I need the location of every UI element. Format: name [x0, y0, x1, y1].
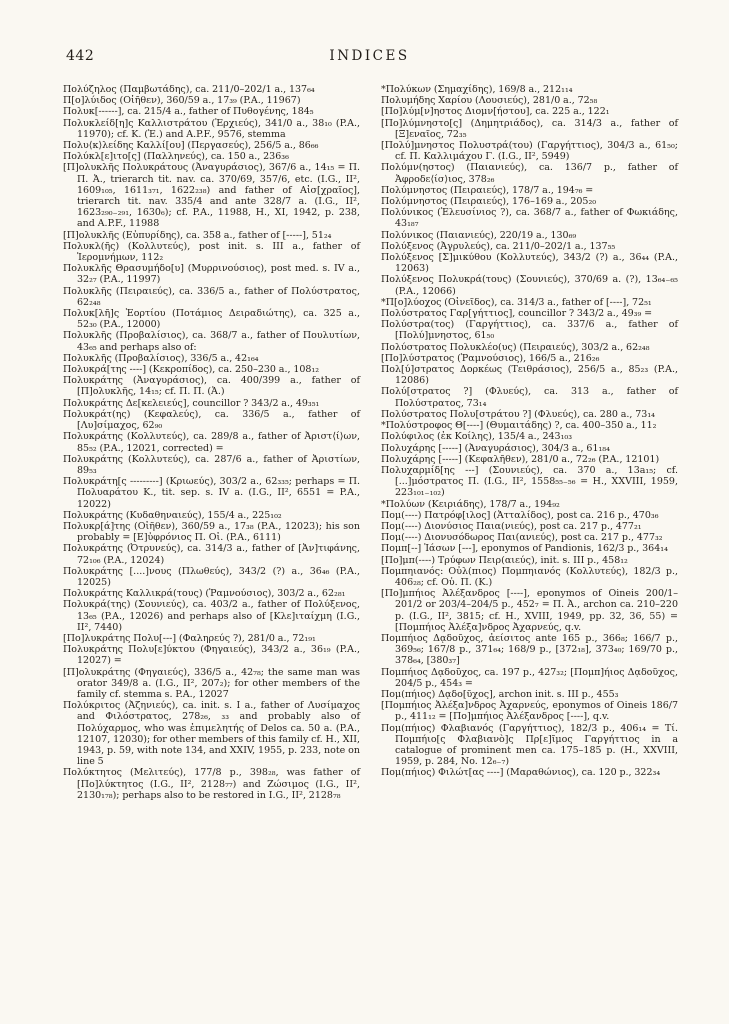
- index-entry: Πομ(----) Πατρόφ[ιλος] (Ἀτταλίδος), post ca. 216 p., 470₃₆: [381, 509, 659, 521]
- page-number: 442: [66, 48, 95, 64]
- index-entry: Πολύκτητος (Μελιτεύς), 177/8 p., 398₂₈, was father of [Πο]λύκτητος (I.G., II², 2128₇₇) and Ζώσιμος (I.G., II², 2130₁₇₈); perhaps also to be restored in I.G., II², 2128₇₈: [63, 767, 360, 801]
- index-entry: [Πο]λύμνηστο[ς] (Δημητριάδος), ca. 314/3 a., father of [Ξ]εναῖος, 72₃₅: [381, 117, 678, 140]
- index-entry: Πολυκράτης Πολυ[ε]ύκτου (Φηγαιεύς), 343/2 a., 36₁₉ (P.A., 12027) =: [63, 644, 360, 667]
- index-entry: Πολυκλείδ[η]ς Καλλιστράτου (Ἐρχιεύς), 341/0 a., 38₁₀ (P.A., 11970); cf. Κ. (Ἐ.) and A.P.F., 9576, stemma: [63, 117, 360, 140]
- index-entry: Πολυκρά[της ----] (Κεκροπίδος), ca. 250–230 a., 108₁₂: [63, 364, 320, 376]
- index-entry: Πολύξενος Πολυκρά(τους) (Σουνιεύς), 370/69 a. (?), 13₆₄₋₆₅ (P.A., 12066): [381, 274, 678, 297]
- index-entry: Πολυκράτης Καλλικρά(τους) (Ῥαμνούσιος), 303/2 a., 62₂₈₁: [63, 588, 346, 600]
- index-entry: Πολυκράτη[ς ---------] (Κριωεύς), 303/2 a., 62₃₃₅; perhaps = Π. Πολυαράτου Κ., tit. sep. s. IV a. (I.G., II², 6551 = P.A., 12022): [63, 476, 360, 510]
- index-entry: Πομπ[--] Ἰάσων [---], eponymos of Pandionis, 162/3 p., 364₁₄: [381, 543, 668, 555]
- index-entry: Πολύνικος (Παιανιεύς), 220/19 a., 130₆₉: [381, 229, 577, 241]
- index-entry: [Πο]μπήιος Ἀλέξανδρος [----], eponymos of Oineis 200/1–201/2 or 203/4–204/5 p., 452₇ = Π. Ἀ., archon ca. 210–220 p. (I.G., II², 3815; cf. H., XVIII, 1949, pp. 32, 36, 55) = [Πομπήιος Ἀλέξα]νδρος Ἀχαρνεύς, q.v.: [381, 588, 678, 633]
- index-entry: Πολυκράτης (Ἀναγυράσιος), ca. 400/399 a., father of [Π]ολυκλῆς, 14₁₅; cf. Π. Π. (Ἀ.): [63, 375, 360, 398]
- index-entry: [Πο]μπ(----) Τρύφων Πειρ(αιεύς), init. s. III p., 458₁₂: [381, 554, 628, 566]
- index-entry: *Πολύων (Κειριάδης), 178/7 a., 194₉₂: [381, 498, 560, 510]
- index-columns: [63, 84, 678, 801]
- index-entry: Πολυκράτης (Κυδαθηναιεύς), 155/4 a., 225₁₀₂: [63, 509, 282, 521]
- index-entry: Πολυκράτ(ης) (Κεφαλεύς), ca. 336/5 a., father of [Λυ]σίμαχος, 62₉₀: [63, 408, 360, 432]
- index-entry: *Πολύκων (Σημαχίδης), 169/8 a., 212₁₁₄: [381, 84, 573, 95]
- index-entry: Πολυκρά(της) (Σουνιεύς), ca. 403/2 a., father of Πολύξενος, 13₆₅ (P.A., 12026) and perhaps also of [Κλε]ιταίχμη (I.G., II², 7440): [63, 599, 360, 633]
- index-entry: Πομ(πήιος) Φιλώτ[ας ----] (Μαραθώνιος), ca. 120 p., 322₃₄: [381, 767, 661, 779]
- index-entry: Πολυ⟨κ⟩λείδης Καλλί[ου] (Περγασεύς), 256/5 a., 86₆₆: [63, 140, 319, 152]
- index-entry: Πολυκ[------], ca. 215/4 a., father of Πυθογένης, 184₅: [63, 106, 314, 118]
- index-entry: Πολυκλῆς (Προβαλίσιος), ca. 368/7 a., father of Πουλυτίων, 43₆₅ and perhaps also of:: [63, 330, 360, 353]
- index-entry: Πολυκλῆς (Προβαλίσιος), 336/5 a., 42₁₆₄: [63, 352, 259, 364]
- index-entry: Πολυχάρης [-----] (Κεφαλῆθεν), 281/0 a., 72₂₆ (P.A., 12101): [381, 453, 660, 465]
- index-entry: Πολυχάρης [-----] (Ἀναγυράσιος), 304/3 a., 61₁₈₄: [381, 442, 610, 454]
- index-entry: [Π]ολυκλῆς Πολυκράτους (Ἀναγυράσιος), 367/6 a., 14₁₅ = Π. Π. Ἀ., trierarch tit. nav. ca. 370/69, 357/6, etc. (I.G., II², 1609₁₀₅, 1611₃₇₁, 1622₂₃₈) and father of Αἰσ[χραῖος], trierarch tit. nav. 335/4 and ante 328/7 a. (I.G., II², 1623₂₉₀₋₂₉₁, 1630₆); cf. P.A., 11988, H., XI, 1942, p. 238, and A.P.F., 11988: [63, 162, 360, 230]
- index-entry: Πολύμνηστος (Πειραιεύς), 176–169 a., 205₂₀: [381, 196, 597, 208]
- index-entry: Πολύμνηστος (Πειραιεύς), 178/7 a., 194₇₆ =: [381, 184, 594, 196]
- index-entry: Πομπήιος Δᾳδοῦχος, ca. 197 p., 427₃₂; [Πομπ]ήιος Δᾳδοῦχος, 204/5 p., 454₃ =: [381, 666, 678, 689]
- index-entry: Πολυκλ(ῆς) (Κολλυτεύς), post init. s. III a., father of Ἱερομνήμων, 112₂: [63, 240, 360, 264]
- index-entry: Πολυκράτης (Κολλυτεύς), ca. 289/8 a., father of Ἀριστ⟨ί⟩ων, 85₅₂ (P.A., 12021, corrected) =: [63, 431, 360, 454]
- index-entry: [Π]ολυκλῆς (Εὐπυρίδης), ca. 358 a., father of [-----], 51₂₄: [63, 229, 332, 241]
- index-entry: Πομπήιος Δᾳδοῦχος, ἀείσιτος ante 165 p., 366₈; 166/7 p., 369₅₆; 167/8 p., 371₆₄; 168/9 p., [372₁₈], 373₄₀; 169/70 p., 378₆₄, [380₃₇]: [381, 632, 678, 667]
- index-left-column: [63, 84, 360, 801]
- index-entry: *Π[ο]λύοχος (Οἰνεῖδος), ca. 314/3 a., father of [----], 72₅₁: [381, 296, 652, 308]
- index-entry: Πολύξενος (Ἀγρυλεύς), ca. 211/0–202/1 a., 137₅₅: [381, 240, 616, 252]
- index-entry: [Πο]λύστρατος (Ῥαμνούσιος), 166/5 a., 216₂₆: [381, 352, 600, 364]
- index-entry: Πολυκράτης (Ὀτρυνεύς), ca. 314/3 a., father of [Ἀν]τιφάνης, 72₁₀₆ (P.A., 12024): [63, 543, 360, 566]
- index-entry: Πολύζηλος (Παμβωτάδης), ca. 211/0–202/1 a., 137₆₄: [63, 84, 315, 95]
- index-entry: [Πομπήιος Ἀλέξα]νδρος Ἀχαρνεύς, eponymos of Oineis 186/7 p., 411₁₂ = [Πο]μπήιος Ἀλέξανδρος [----], q.v.: [381, 700, 678, 723]
- index-entry: Πολύνικος (Ἐλευσίνιος ?), ca. 368/7 a., father of Φωκιάδης, 43₁₈₇: [381, 207, 678, 230]
- index-entry: Πολυμήδης Χαρίου (Λουσιεύς), 281/0 a., 72₅₈: [381, 95, 598, 107]
- index-entry: Πολυκ[λῆ]ς Ἑορτίου (Ποτάμιος Δειραδιώτης), ca. 325 a., 52₃₀ (P.A., 12000): [63, 308, 360, 331]
- index-entry: Πολύξενος [Σ]μικύθου (Κολλυτεύς), 343/2 (?) a., 36₄₄ (P.A., 12063): [381, 252, 678, 275]
- index-entry: Πολύστρατος Γαρ[γήττιος], councillor ? 343/2 a., 49₃₉ =: [381, 308, 653, 320]
- index-entry: Πομ(πήιος) Δᾳδο[ῦχος], archon init. s. III p., 455₃: [381, 688, 619, 700]
- index-entry: Πολ[ύ]στρατος Δορκέως (Τειθράσιος), 256/5 a., 85₂₃ (P.A., 12086): [381, 364, 678, 387]
- index-entry: Πολύφιλος (ἐκ Κοίλης), 135/4 a., 243₁₀₃: [381, 431, 573, 443]
- page-header-row: [64, 48, 675, 68]
- index-entry: Πομ(----) Διονύσιος Παια(νιεύς), post ca. 217 p., 477₂₁: [381, 520, 642, 532]
- index-entry: Πολυκρ[ά]της (Οἰῆθεν), 360/59 a., 17₃₈ (P.A., 12023); his son probably = [Ε]ὐφρόνιος Π. Οἰ. (P.A., 6111): [63, 520, 360, 544]
- index-entry: Πομ(πήιος) Φλαβιανός (Γαργήττιος), 182/3 p., 406₁₄ = Τί. Πομπήιο[ς Φλαβιανὸ]ς Πρ[ε]ῖμος Γαργήττιος in a catalogue of prominent men ca. 175–185 p. (H., XXVIII, 1959, p. 284, No. 12₆₋₇): [381, 722, 678, 768]
- index-entry: Πολυκράτης [....]νους (Πλωθεύς), 343/2 (?) a., 36₄₆ (P.A., 12025): [63, 565, 360, 588]
- index-entry: [Πο]λύμ[ν]ηστος Διομν[ήστου], ca. 225 a., 122₁: [381, 106, 610, 118]
- index-entry: Πολύστρατος Πολυκλέο(υς) (Πειραιεύς), 303/2 a., 62₂₄₈: [381, 341, 650, 353]
- index-entry: Πολύκλ[ε]ιτο[ς] (Παλληνεύς), ca. 150 a., 236₃₆: [63, 151, 289, 163]
- index-entry: Πομ(----) Διονυσόδωρος Παι(ανιεύς), post ca. 217 p., 477₃₂: [381, 532, 663, 544]
- index-entry: [Πο]λυκράτης Πολυ[---] (Φαληρεύς ?), 281/0 a., 72₁₉₁: [63, 632, 316, 644]
- index-entry: Πολύμν(ηστος) (Παιανιεύς), ca. 136/7 p., father of Ἀφροδε⟨ίσ⟩ιος, 378₂₆: [381, 162, 678, 185]
- index-right-column: [381, 84, 678, 801]
- index-entry: Πομπηιανός: Οὐλ(πιος) Πομπηιανός (Κολλυτεύς), 182/3 p., 406₂₈; cf. Οὐ. Π. (Κ.): [381, 565, 678, 588]
- index-entry: Π[ο]λύιδος (Οἰῆθεν), 360/59 a., 17₃₉ (P.A., 11967): [63, 95, 301, 107]
- index-entry: [Π]ολυκράτης (Φηγαιεύς), 336/5 a., 42₇₈; the same man was orator 349/8 a. (I.G., II², 207₂); for other members of the family cf. stemma s. P.A., 12027: [63, 666, 360, 700]
- index-entry: Πολύστρατος Πολυ[στράτου ?] (Φλυεύς), ca. 280 a., 73₁₄: [381, 408, 655, 420]
- index-entry: Πολυκράτης Δε[κελειεύς], councillor ? 343/2 a., 49₃₅₁: [63, 397, 320, 409]
- index-entry: Πολύ[στρατος ?] (Φλυεύς), ca. 313 a., father of Πολύστρατος, 73₁₄: [381, 386, 678, 409]
- index-entry: Πολύστρα(τος) (Γαργήττιος), ca. 337/6 a., father of [Πολύ]μνηστος, 61₅₀: [381, 319, 678, 342]
- index-entry: Πολυκλῆς (Πειραιεύς), ca. 336/5 a., father of Πολύστρατος, 62₂₄₈: [63, 285, 360, 308]
- index-entry: Πολυχαρμίδ[ης ---] (Σουνιεύς), ca. 370 a., 13a₁₅; cf. [...]μόστρατος Π. (I.G., II², 1558₅₅₋₅₆ = H., XXVIII, 1959, 223₁₀₁₋₁₀₂): [381, 464, 678, 499]
- index-entry: Πολυκλῆς Θρασυμήδο[υ] (Μυρρινούσιος), post med. s. IV a., 32₂₇ (P.A., 11997): [63, 263, 360, 286]
- index-entry: [Πολύ]μνηστος Πολυστρά(του) (Γαργήττιος), 304/3 a., 61₅₀; cf. Π. Καλλιμάχου Γ. (I.G., II², 5949): [381, 140, 678, 163]
- index-entry: *Πολύστροφος Θ[----] (Θυμαιτάδης) ?, ca. 400–350 a., 11₂: [381, 420, 657, 432]
- index-entry: Πολύκριτος (Ἀζηνιεύς), ca. init. s. I a., father of Λυσίμαχος and Φιλόστρατος, 278₂₆, ₃₃ and probably also of Πολύχαρμος, who was ἐπιμελητής of Delos ca. 50 a. (P.A., 12107, 12030); for other members of this family cf. H., XII, 1943, p. 59, with note 134, and XXIV, 1955, p. 233, note on line 5: [63, 700, 360, 768]
- index-entry: Πολυκράτης (Κολλυτεύς), ca. 287/6 a., father of Ἀριστίων, 89₅₃: [63, 453, 360, 476]
- page-title: INDICES: [329, 48, 410, 64]
